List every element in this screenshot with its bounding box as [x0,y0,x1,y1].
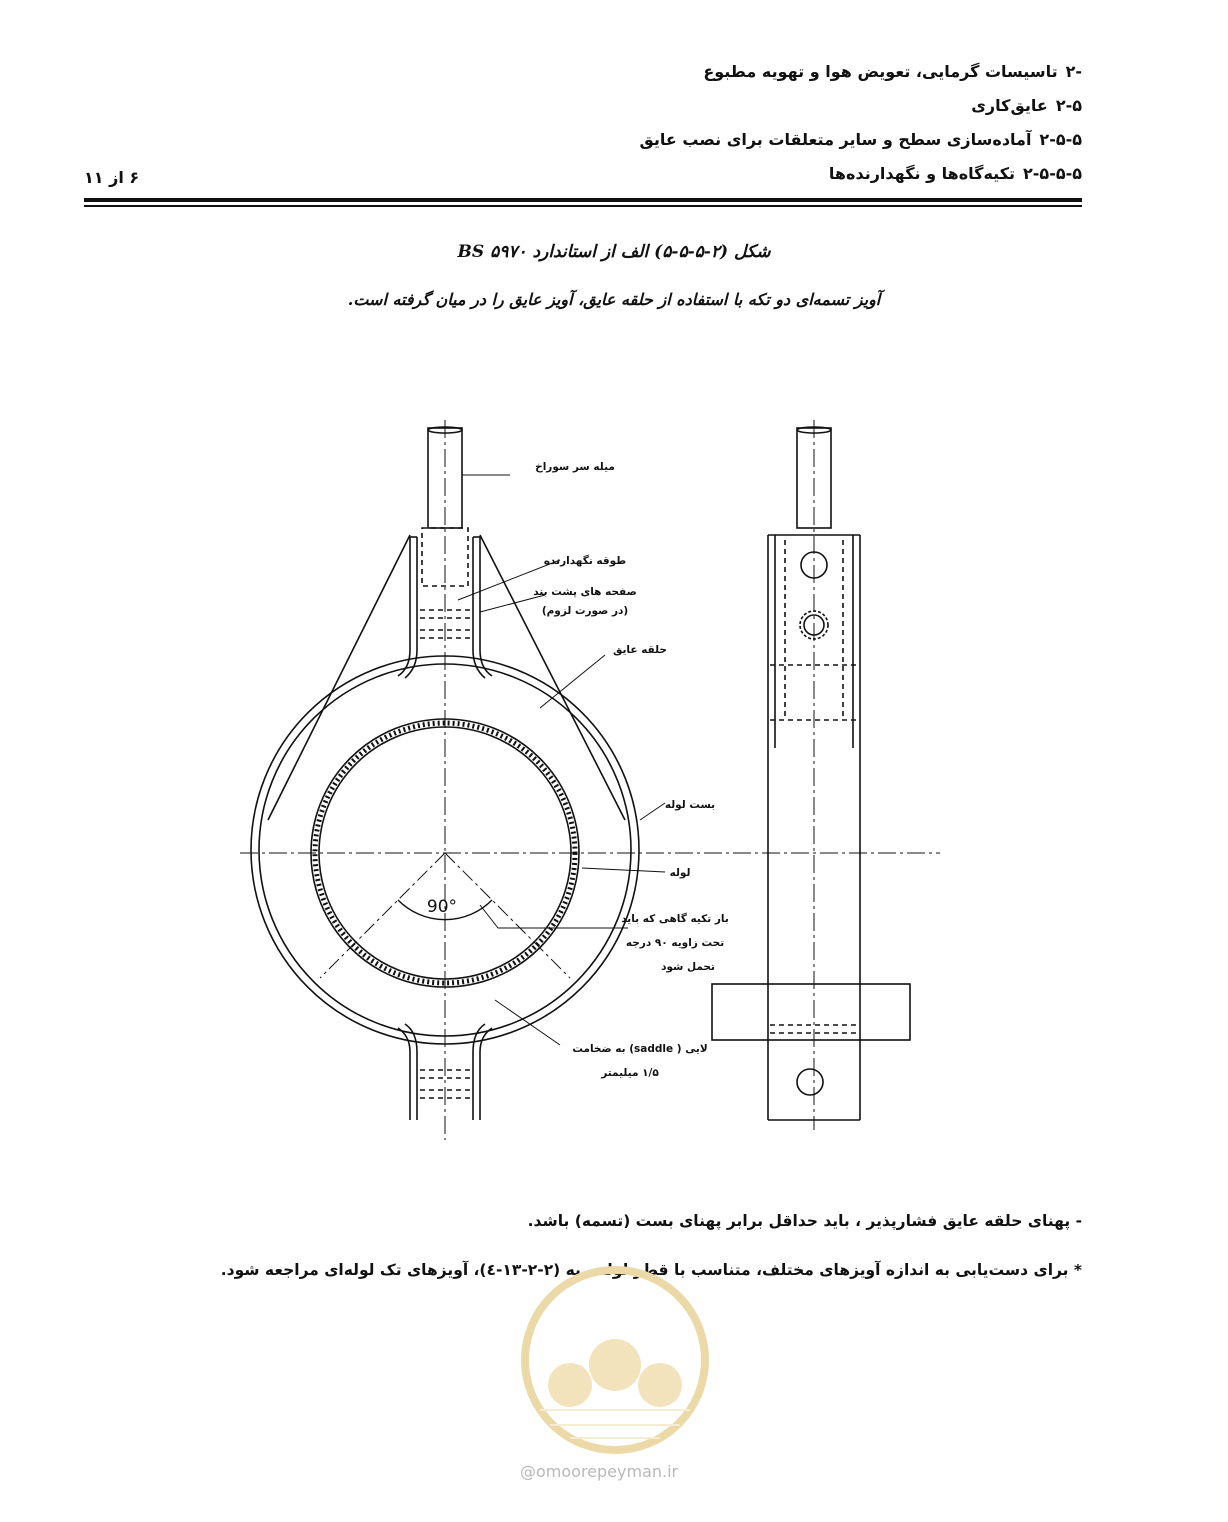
header-line-2-number: ۲-۵ [1055,96,1082,115]
header-line-2-text: عایق‌کاری [971,96,1048,115]
header-line-3-number: ۲-۵-۵ [1039,130,1082,149]
note-ring-width: - پهنای حلقه عایق فشارپذیر ، باید حداقل برابر پهنای بست (تسمه) باشد. [527,1212,1082,1230]
note-hanger-sizes: * برای دست‌یابی به اندازه آویزهای مختلف، متناسب با قطر لوله ، به (۲-۲-۱۳-٤)، آویزهای تک لوله‌ای مراجعه شود. [220,1261,1082,1279]
label-load-1: بار تکیه گاهی که باید [621,913,729,925]
label-clamp: بست لوله [664,799,716,811]
sling-left [268,535,410,820]
label-angle: 90° [426,897,458,917]
label-saddle-thickness: ۱/۵ میلیمتر [601,1067,659,1079]
label-pipe: لوله [669,867,691,879]
label-saddle: لایی ( saddle) به ضخامت [572,1043,708,1055]
header-line-1-text: تاسیسات گرمایی، تعویض هوا و تهویه مطبوع [703,62,1058,81]
watermark-logo [500,1260,730,1460]
figure-subtitle: آویز تسمه‌ای دو تکه با استفاده از حلقه عایق، آویز عایق را در میان گرفته است. [347,290,881,309]
label-rod: میله سر سوراخ [535,461,615,473]
label-collar: طوقه نگهدارنده [543,555,627,567]
figure-title: شکل (۲-۵-۵-۵) الف از استاندارد BS ۵۹۷۰ [457,242,771,262]
header-line-1-number: -۲ [1065,62,1082,81]
label-load-2: تحت زاویه ۹۰ درجه [625,937,725,949]
label-ring: حلقه عایق [613,644,667,656]
header-line-4-number: ۲-۵-۵-۵ [1023,164,1082,183]
side-view [712,420,910,1130]
label-backplates-note: (در صورت لزوم) [541,605,629,617]
angle-line-right [445,853,570,978]
label-load-3: تحمل شود [661,961,715,973]
watermark-site: @omoorepeyman.ir [520,1462,679,1481]
page-number: ۶ از ۱۱ [84,168,140,187]
label-backplates: صفحه های پشت بند [533,586,637,598]
header-line-4-text: تکیه‌گاه‌ها و نگهدارنده‌ها [828,164,1016,183]
header-line-3-text: آماده‌سازی سطح و سایر متعلقات برای نصب عایق [639,130,1032,149]
